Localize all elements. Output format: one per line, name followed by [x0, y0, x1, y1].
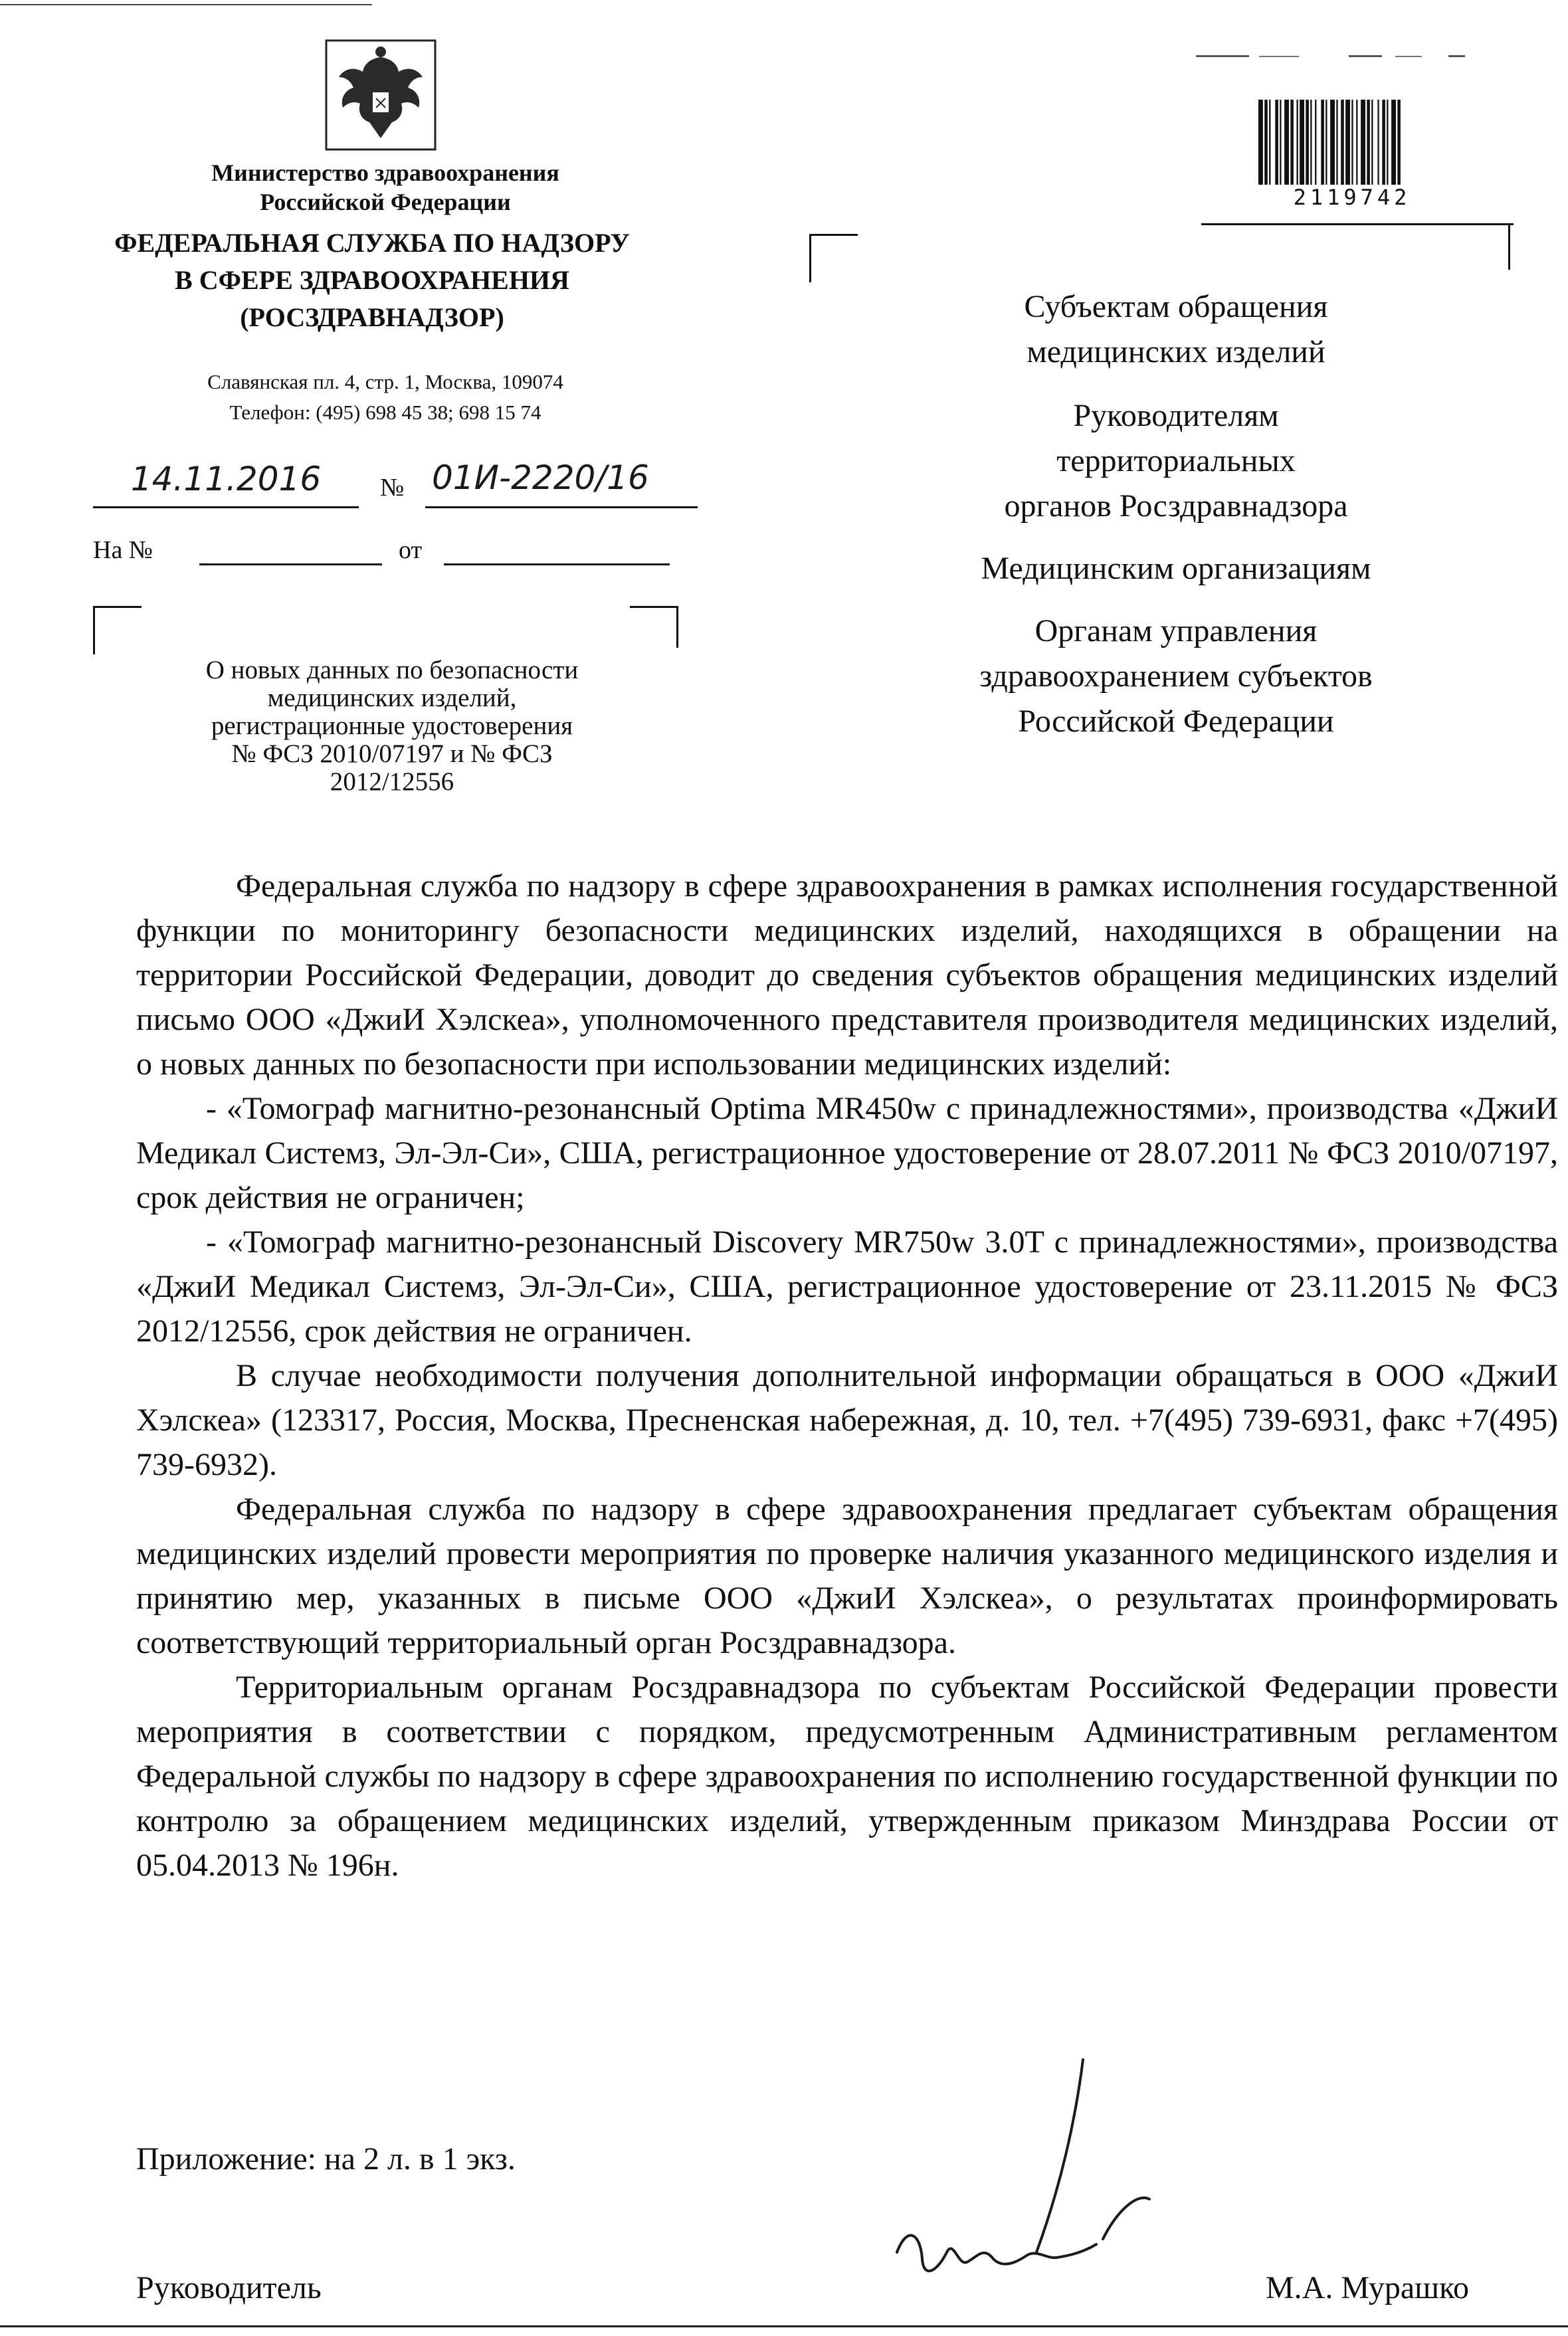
scan-marks	[1196, 50, 1475, 56]
service-line-2: В СФЕРЕ ЗДРАВООХРАНЕНИЯ	[175, 265, 569, 295]
service-name	[53, 225, 691, 336]
letter-subject	[133, 656, 651, 796]
body-paragraph-1: Федеральная служба по надзору в сфере здравоохранения в рамках исполнения государственной функции по мониторингу безопасности медицинских изделий, находящихся в обращении на территории Российской Федерации, доводит до сведения субъектов обращения медицинских изделий письмо ООО «ДжиИ Хэлскеа», уполномоченного представителя производителя медицинских изделий, о новых данных по безопасности при использовании медицинских изделий:	[136, 868, 1558, 1082]
signature-icon	[884, 2033, 1189, 2312]
addressee-1-line-2: медицинских изделий	[1027, 334, 1325, 369]
addressee-1	[884, 284, 1468, 375]
service-phone: Телефон: (495) 698 45 38; 698 15 74	[229, 401, 541, 424]
signatory-name: М.А. Мурашко	[1266, 2270, 1469, 2305]
double-headed-eagle-icon	[324, 39, 437, 151]
service-line-1: ФЕДЕРАЛЬНАЯ СЛУЖБА ПО НАДЗОРУ	[114, 228, 630, 258]
addressee-4-line-1: Органам управления	[1034, 613, 1318, 648]
letter-body	[136, 864, 1558, 1888]
barcode-icon	[1256, 100, 1448, 185]
reference-number-blank	[199, 563, 382, 565]
subject-line-3: регистрационные удостоверения	[211, 712, 573, 740]
scan-noise-icon	[1196, 54, 1475, 59]
service-line-3: (РОСЗДРАВНАДЗОР)	[240, 302, 504, 332]
addressee-bracket-right	[1462, 223, 1510, 270]
addressee-2-line-2: территориальных	[1056, 443, 1296, 478]
signatory-position: Руководитель	[136, 2270, 322, 2305]
body-item-1: - «Томограф магнитно-резонансный Optima MR450w с принадлежностями», производства «ДжиИ Медикал Системз, Эл-Эл-Си», США, регистрационное удостоверение от 28.07.2011 № ФСЗ 2010/07197, срок действия не ограничен;	[136, 1091, 1558, 1215]
registration-number: 01И-2220/16	[425, 458, 698, 508]
addressee-block	[884, 284, 1468, 744]
subject-bracket-left	[93, 606, 142, 654]
subject-line-4: № ФСЗ 2010/07197 и № ФСЗ	[231, 739, 553, 768]
addressee-4-line-2: здравоохранением субъектов	[979, 658, 1373, 694]
addressee-3-line-1: Медицинским организациям	[981, 551, 1371, 586]
registration-number-label: №	[380, 474, 405, 502]
subject-line-1: О новых данных по безопасности	[205, 656, 579, 684]
barcode-number: 2119742	[1293, 185, 1411, 210]
ministry-line-1: Министерство здравоохранения	[211, 159, 559, 186]
service-contacts	[120, 367, 651, 428]
addressee-2-line-1: Руководителям	[1073, 398, 1279, 433]
barcode	[1256, 100, 1448, 185]
addressee-2-line-3: органов Росздравнадзора	[1004, 488, 1348, 524]
handwritten-signature	[884, 2033, 1189, 2312]
body-item-2: - «Томограф магнитно-резонансный Discovery MR750w 3.0T с принадлежностями», производства «ДжиИ Медикал Системз, Эл-Эл-Си», США, регистрационное удостоверение от 23.11.2015 № ФСЗ 2012/12556, срок действия не ограничен.	[136, 1224, 1558, 1349]
body-paragraph-2: В случае необходимости получения дополнительной информации обращаться в ООО «ДжиИ Хэлскеа» (123317, Россия, Москва, Пресненская набережная, д. 10, тел. +7(495) 739-6931, факс +7(495) 739-6932).	[136, 1358, 1558, 1482]
addressee-1-line-1: Субъектам обращения	[1024, 289, 1328, 324]
addressee-2	[884, 393, 1468, 529]
addressee-3	[884, 546, 1468, 591]
subject-bracket-right	[630, 606, 678, 648]
subject-line-2: медицинских изделий,	[267, 684, 517, 712]
reference-number-label: На №	[93, 536, 153, 564]
addressee-4-line-3: Российской Федерации	[1018, 704, 1334, 739]
scan-top-edge	[0, 4, 372, 5]
body-paragraph-4: Территориальным органам Росздравнадзора по субъектам Российской Федерации провести мероприятия в соответствии с порядком, предусмотренным Административным регламентом Федеральной службы по надзору в сфере здравоохранения по исполнению государственной функции по контролю за обращением медицинских изделий, утвержденным приказом Минздрава России от 05.04.2013 № 196н.	[136, 1670, 1558, 1883]
addressee-bracket-left	[809, 234, 858, 282]
ministry-line-2: Российской Федерации	[260, 189, 511, 215]
subject-line-5: 2012/12556	[330, 767, 454, 796]
reference-from-label: от	[399, 536, 423, 564]
addressee-4	[884, 609, 1468, 744]
service-address: Славянская пл. 4, стр. 1, Москва, 109074	[207, 370, 563, 393]
scan-bottom-edge	[0, 2325, 1568, 2327]
attachment-note: Приложение: на 2 л. в 1 экз.	[136, 2141, 516, 2177]
registration-date: 14.11.2016	[93, 460, 359, 508]
coat-of-arms-emblem	[324, 39, 437, 151]
body-paragraph-3: Федеральная служба по надзору в сфере здравоохранения предлагает субъектам обращения медицинских изделий провести мероприятия по проверке наличия указанного медицинского изделия и принятию мер, указанных в письме ООО «ДжиИ Хэлскеа», о результатах проинформировать соответствующий территориальный орган Росздравнадзора.	[136, 1492, 1558, 1660]
ministry-name	[120, 158, 651, 217]
reference-date-blank	[444, 563, 670, 565]
